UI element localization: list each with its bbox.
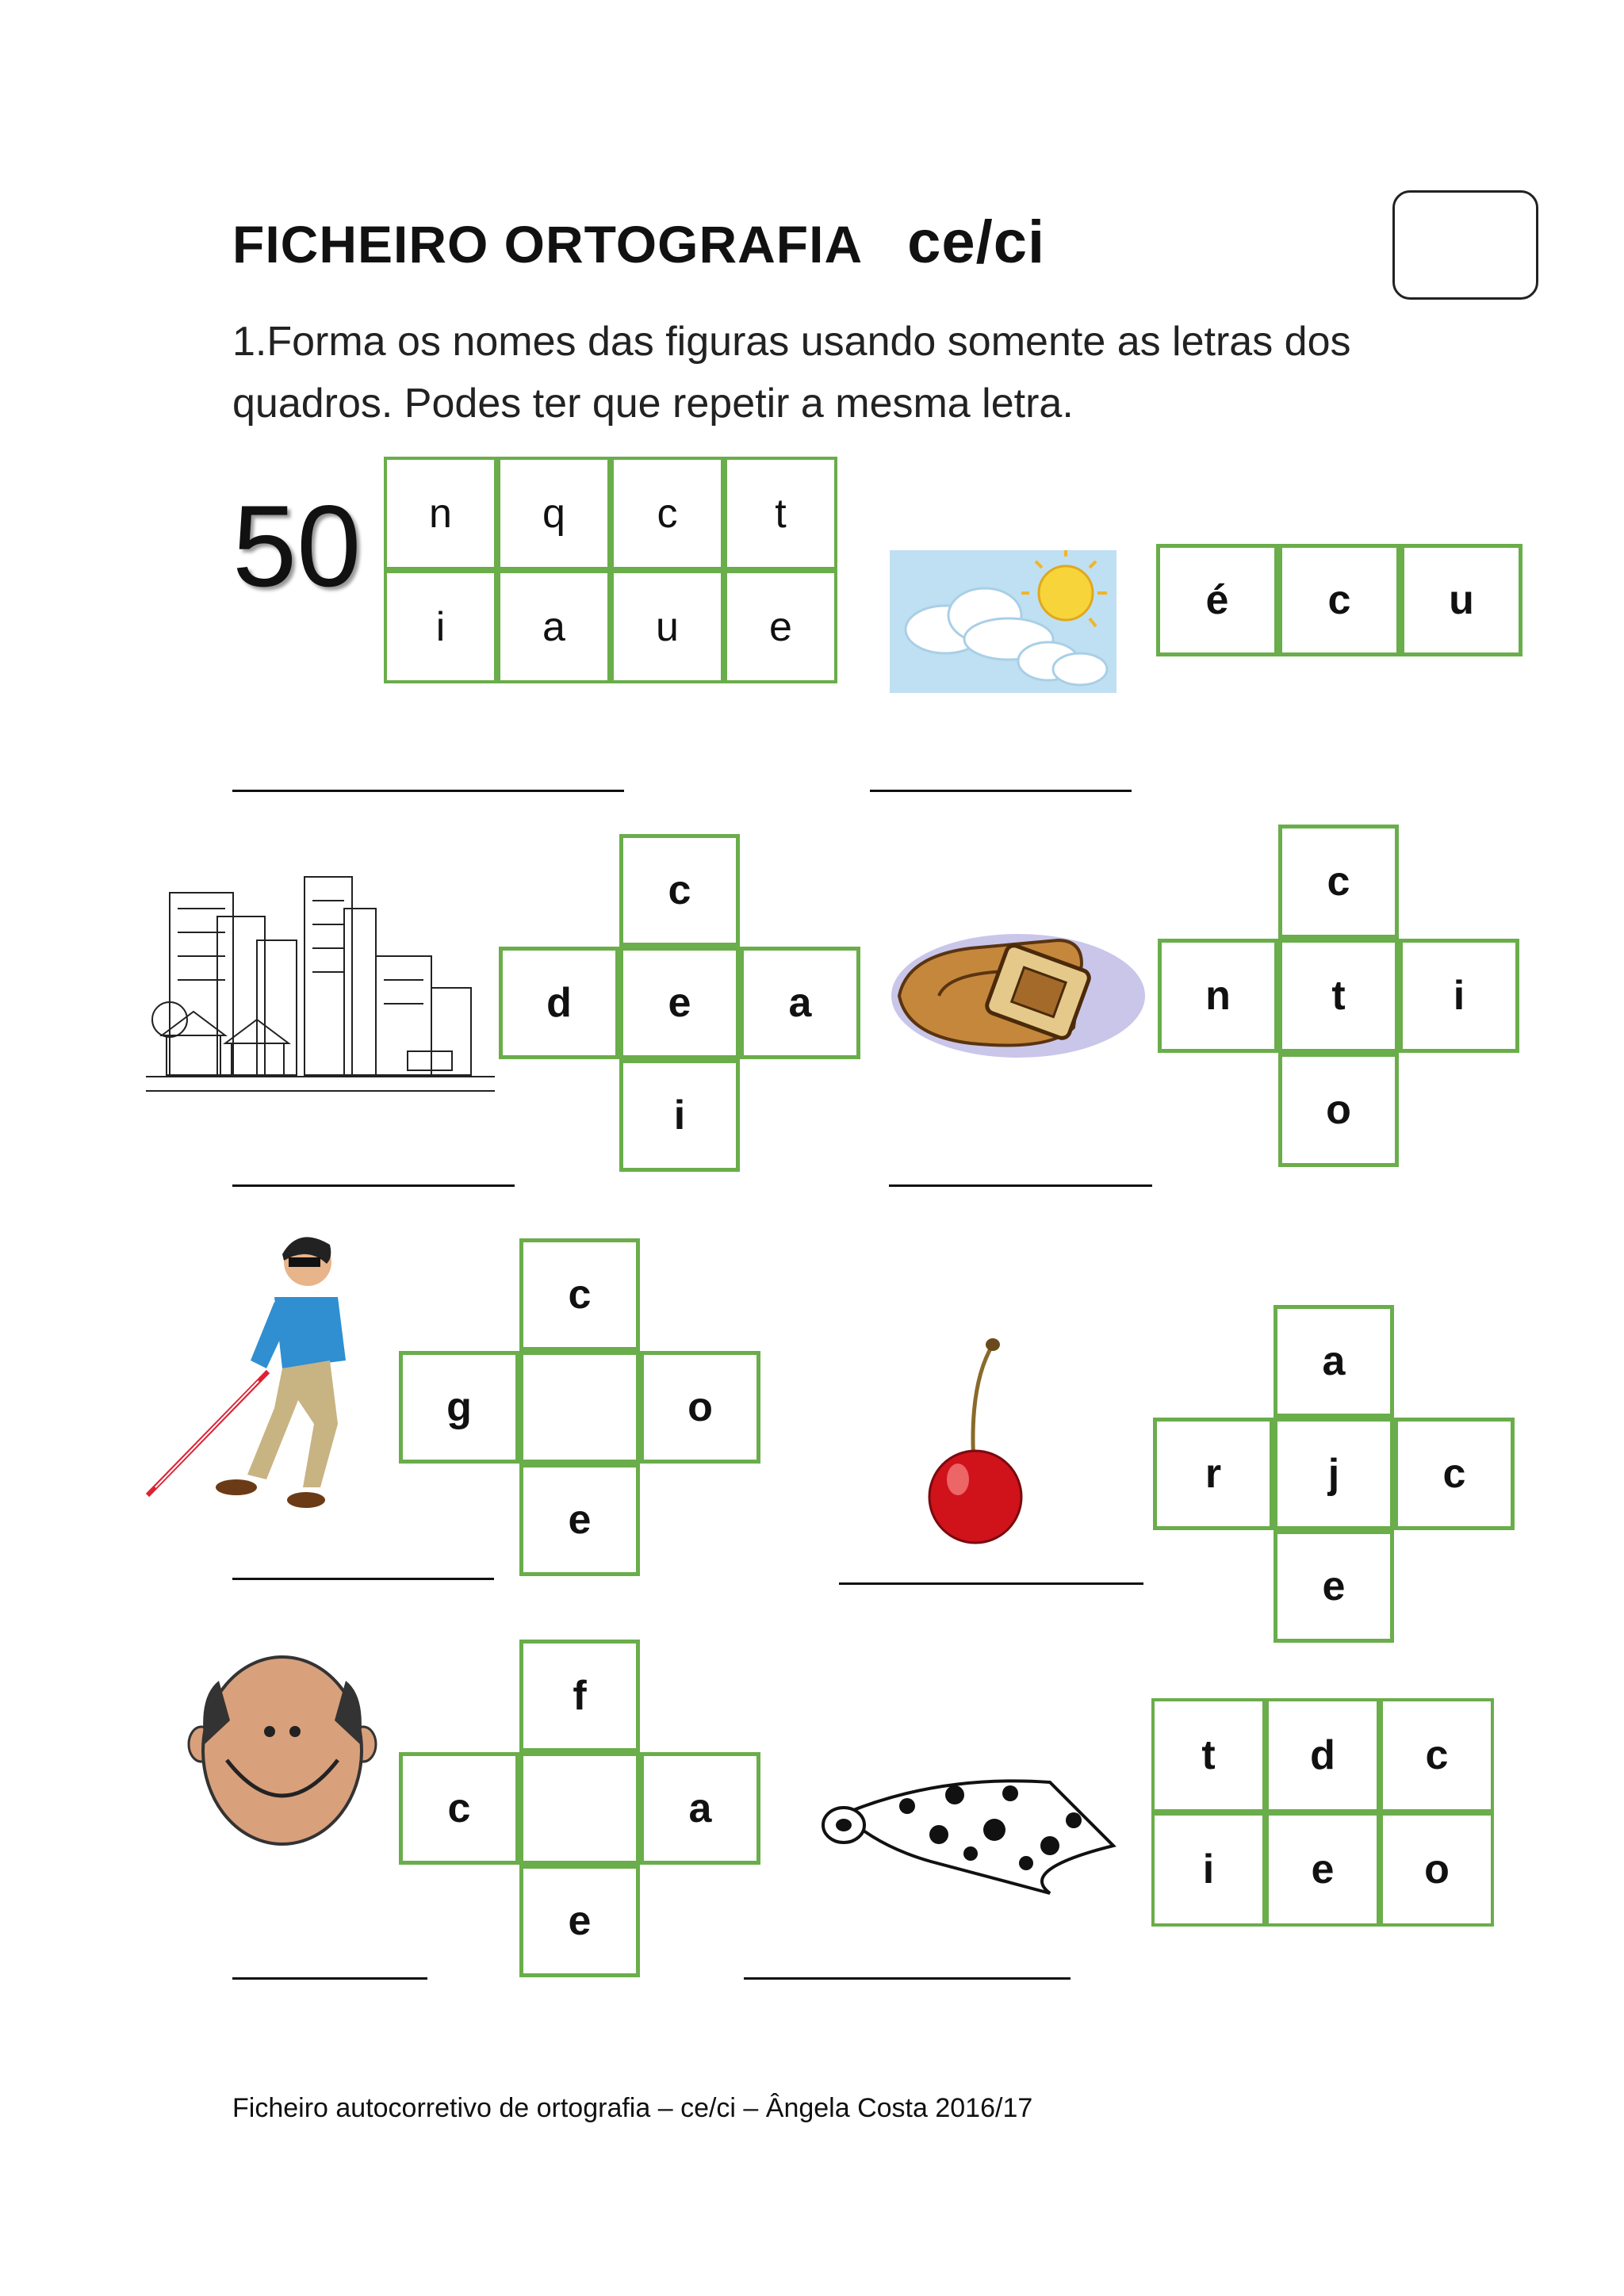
letter-cell-blank <box>519 1351 640 1464</box>
score-box[interactable] <box>1392 190 1538 300</box>
answer-line-3[interactable] <box>232 1184 515 1187</box>
letter-cell: i <box>1151 1812 1266 1927</box>
letter-cell: o <box>1380 1812 1494 1927</box>
letter-cell: a <box>497 570 611 683</box>
letter-cell: n <box>384 457 497 570</box>
letter-cell: o <box>640 1351 760 1464</box>
answer-line-8[interactable] <box>744 1977 1071 1980</box>
letter-cell: d <box>499 947 619 1059</box>
letter-cell: n <box>1158 939 1278 1053</box>
letter-cell: a <box>640 1752 760 1865</box>
letter-cell: d <box>1266 1698 1380 1812</box>
cherry-picture <box>921 1337 1032 1546</box>
city-picture <box>146 845 495 1102</box>
letter-cell: é <box>1156 544 1278 656</box>
title-main: FICHEIRO ORTOGRAFIA <box>232 215 864 274</box>
letter-cell: u <box>1400 544 1522 656</box>
letter-cross-3 <box>499 834 860 1172</box>
letter-cell: q <box>497 457 611 570</box>
bald-head-picture <box>187 1649 377 1849</box>
letter-cell: c <box>399 1752 519 1865</box>
letter-cross-6 <box>1153 1305 1515 1643</box>
answer-line-6[interactable] <box>839 1582 1143 1585</box>
letter-cross-7 <box>399 1640 760 1977</box>
letter-cell: c <box>519 1238 640 1351</box>
letter-cell: g <box>399 1351 519 1464</box>
footer-credit: Ficheiro autocorretivo de ortografia – ce/ci – Ângela Costa 2016/17 <box>232 2093 1033 2123</box>
letter-cell: i <box>1399 939 1519 1053</box>
letter-cell: t <box>1278 939 1399 1053</box>
letter-cell: e <box>1266 1812 1380 1927</box>
fabric-picture <box>812 1758 1126 1885</box>
letter-cell: i <box>384 570 497 683</box>
letter-cell: f <box>519 1640 640 1752</box>
letter-grid-1 <box>384 457 837 683</box>
letter-cell: t <box>1151 1698 1266 1812</box>
letter-grid-2 <box>1156 544 1522 656</box>
letter-cell: c <box>611 457 724 570</box>
letter-cell: a <box>1274 1305 1394 1418</box>
letter-cell: e <box>1274 1530 1394 1643</box>
cane-icon <box>147 1372 268 1495</box>
letter-cell: e <box>519 1865 640 1977</box>
page-title <box>232 208 1045 277</box>
answer-line-7[interactable] <box>232 1977 427 1980</box>
answer-line-1[interactable] <box>232 790 624 792</box>
letter-cell: j <box>1274 1418 1394 1530</box>
belt-picture <box>875 909 1145 1075</box>
blind-man-picture <box>140 1226 362 1514</box>
answer-line-5[interactable] <box>232 1578 494 1580</box>
answer-line-2[interactable] <box>870 790 1132 792</box>
answer-line-4[interactable] <box>889 1184 1152 1187</box>
letter-grid-8 <box>1151 1698 1494 1927</box>
letter-cell: r <box>1153 1418 1274 1530</box>
letter-cell: e <box>519 1464 640 1576</box>
letter-cell: c <box>1278 544 1400 656</box>
letter-cell: u <box>611 570 724 683</box>
letter-cell-blank <box>519 1752 640 1865</box>
letter-cell: c <box>1380 1698 1494 1812</box>
letter-cell: c <box>619 834 740 947</box>
letter-cell: e <box>619 947 740 1059</box>
letter-cell: c <box>1394 1418 1515 1530</box>
title-sub: ce/ci <box>907 209 1046 276</box>
instruction-text: 1.Forma os nomes das figuras usando somente as letras dos quadros. Podes ter que repetir a mesma letra. <box>232 319 1351 427</box>
letter-cell: a <box>740 947 860 1059</box>
letter-cross-4 <box>1158 825 1519 1167</box>
letter-cell: o <box>1278 1053 1399 1167</box>
letter-cell: c <box>1278 825 1399 939</box>
letter-cell: e <box>724 570 837 683</box>
letter-cross-5 <box>399 1238 760 1576</box>
card-number: 50 <box>232 481 362 610</box>
letter-cell: i <box>619 1059 740 1172</box>
letter-cell: t <box>724 457 837 570</box>
sky-picture <box>890 550 1116 693</box>
